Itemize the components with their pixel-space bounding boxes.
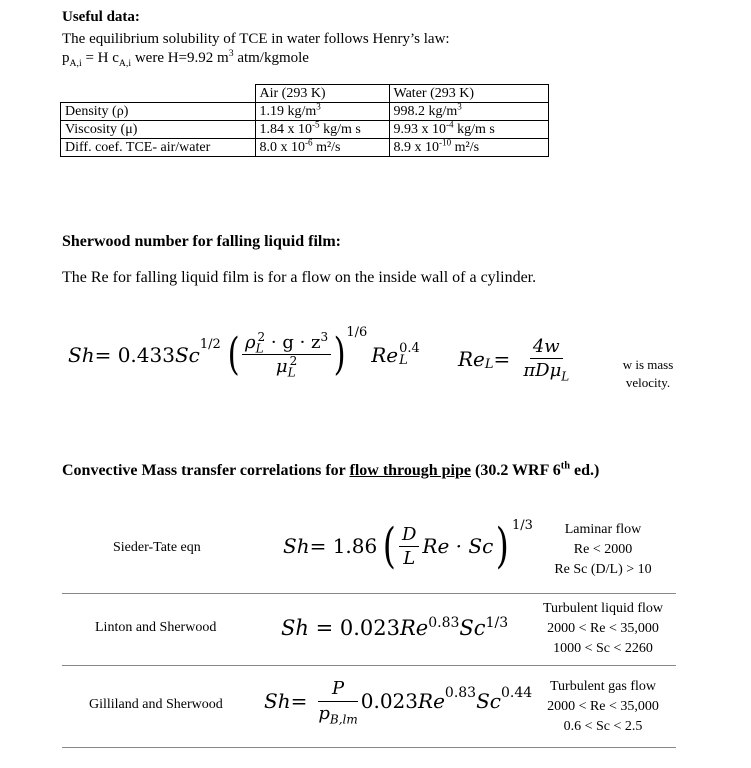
falling-film-heading: Sherwood number for falling liquid film: — [62, 233, 341, 250]
re-equals: = — [493, 346, 511, 371]
re-symbol: Re — [371, 342, 399, 367]
flow-through-pipe-link-text: flow through pipe — [349, 462, 471, 479]
left-paren: ( — [227, 328, 240, 380]
re-numerator: 4w — [530, 336, 563, 359]
gilliland-sherwood-name: Gilliland and Sherwood — [89, 697, 223, 712]
sieder-tate-name: Sieder-Tate eqn — [113, 540, 201, 555]
table-row — [61, 103, 549, 121]
air-viscosity: 1.84 x $10^{-5}$ kg/m s — [255, 121, 389, 139]
header-cell-empty — [61, 85, 256, 103]
sieder-tate-conditions: Laminar flow Re < 2000 Re Sc (D/L) > 10 — [554, 522, 652, 577]
re-denominator-subscript: L — [561, 369, 570, 384]
re-subscript: L — [399, 352, 408, 368]
linton-sherwood-name: Linton and Sherwood — [95, 620, 217, 635]
divider-3 — [62, 747, 676, 748]
convective-heading-post2: ed.) — [570, 462, 600, 479]
divider-1 — [62, 593, 676, 594]
re-lhs: Re — [458, 346, 485, 371]
gilliland-sherwood-conditions: Turbulent gas flow 2000 < Re < 35,000 0.6 < Sc < 2.5 — [547, 679, 659, 734]
reynolds-equation: Re $_L$ = $\frac{4w}{\pi D\mu_L}$ — [458, 336, 572, 381]
falling-film-description: The Re for falling liquid film is for a flow on the inside wall of a cylinder. — [62, 269, 537, 286]
table-row — [61, 139, 549, 157]
table-header-row — [61, 85, 549, 103]
henry-unit-sup: 3 — [228, 48, 234, 59]
note-line-1: w is mass — [622, 357, 674, 372]
linton-sherwood-equation: $Sh = 0.023Re^{0.83}Sc^{1/3}$ — [281, 615, 509, 640]
useful-data-heading: Useful data: — [62, 9, 140, 25]
header-cell-water: Water (293 K) — [389, 85, 548, 103]
prop-diffusivity: Diff. coef. TCE- air/water — [61, 139, 256, 157]
air-diffusivity: 8.0 x $10^{-6}$ m²/s — [255, 139, 389, 157]
re-denominator: πDμ — [523, 360, 562, 381]
c-subscript: A,i — [118, 58, 132, 69]
right-paren: ) — [333, 328, 346, 380]
note-line-2: velocity. — [625, 375, 671, 390]
p-subscript: A,i — [69, 58, 82, 69]
header-cell-air: Air (293 K) — [255, 85, 389, 103]
p-over-pblm-fraction: $\frac{P}{p_{B,lm}}$ — [318, 678, 358, 727]
re-fraction — [520, 336, 572, 384]
henry-law-text: The equilibrium solubility of TCE in water follows Henry’s law: — [62, 31, 450, 47]
fraction-rho-g-z-over-mu: $\frac{\rho_L^2 \cdot g \cdot z^3}{\mu_L^2}$ — [242, 332, 331, 377]
equals-hc: = H c — [81, 50, 119, 66]
convective-heading-post1: (30.2 WRF 6 — [471, 462, 561, 479]
water-viscosity: 9.93 x $10^{-4}$ kg/m s — [389, 121, 548, 139]
edition-sup: th — [560, 460, 571, 472]
air-density: 1.19 $kg/m^3$ — [255, 103, 389, 121]
d-over-l-fraction: $\frac{D}{L}$ — [399, 524, 419, 569]
re-exponent: 0.4 — [399, 340, 420, 356]
sh-coef: = 0.433 — [94, 342, 175, 367]
henry-value: were H=9.92 m — [131, 50, 229, 66]
properties-table — [60, 84, 549, 157]
linton-sherwood-conditions: Turbulent liquid flow 2000 < Re < 35,000 1000 < Sc < 2260 — [542, 601, 664, 656]
convective-heading — [62, 462, 599, 480]
sc-symbol: Sc — [174, 342, 200, 367]
sieder-tate-equation: Sh = 1.86 ( $\frac{D}{L}$ Re · Sc ) $^{1/3}$ — [283, 518, 533, 574]
gilliland-sherwood-equation: Sh = $\frac{P}{p_{B,lm}}$ 0.023 Re $^{0.83}$ Sc $^{0.44}$ — [264, 678, 533, 727]
convective-heading-pre: Convective Mass transfer correlations for — [62, 462, 350, 479]
prop-viscosity: Viscosity (μ) — [61, 121, 256, 139]
p-symbol: p — [62, 50, 70, 66]
falling-film-sh-equation: Sh = 0.433 Sc $^{1/2}$ ( $\frac{\rho_L^2 \cdot g \cdot z^3}{\mu_L^2}$ ) $^{1/6}$ Re 0.4 L — [68, 324, 420, 380]
table-row — [61, 121, 549, 139]
water-density: 998.2 $kg/m^3$ — [389, 103, 548, 121]
sh-lhs: Sh — [68, 342, 95, 367]
henry-unit: atm/kgmole — [233, 50, 309, 66]
prop-density: Density (ρ) — [61, 103, 256, 121]
water-diffusivity: 8.9 x $10^{-10}$ m²/s — [389, 139, 548, 157]
henry-constant-line — [62, 50, 309, 67]
divider-2 — [62, 665, 676, 666]
mass-velocity-note — [610, 356, 686, 392]
